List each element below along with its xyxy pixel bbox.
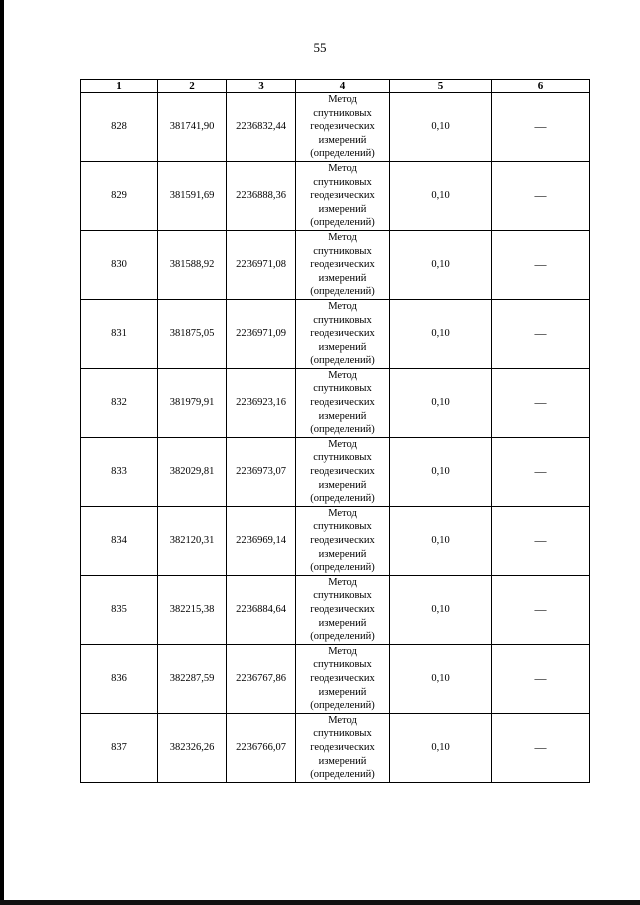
scan-bottom-edge [0, 900, 640, 905]
method-text-line: (определений) [310, 562, 375, 574]
column-header-1: 1 [81, 80, 158, 93]
method-text-line: измерений [318, 755, 367, 767]
method-text-line: (определений) [310, 424, 375, 436]
note-cell: — [492, 713, 590, 782]
method-text-line: (определений) [310, 631, 375, 643]
table-header-row [81, 80, 590, 93]
method-cell [296, 93, 390, 162]
x-coordinate-cell: 381979,91 [158, 368, 227, 437]
y-coordinate-cell: 2236973,07 [227, 437, 296, 506]
coordinates-table [80, 79, 590, 783]
table-row [81, 644, 590, 713]
method-text-line: (определений) [310, 217, 375, 229]
note-cell: — [492, 368, 590, 437]
point-number-cell: 833 [81, 437, 158, 506]
y-coordinate-cell: 2236923,16 [227, 368, 296, 437]
method-text-line: спутниковых [313, 107, 372, 119]
note-cell: — [492, 506, 590, 575]
method-text-line: Метод [328, 438, 357, 450]
method-text-line: спутниковых [313, 590, 372, 602]
method-cell [296, 713, 390, 782]
method-text-line: спутниковых [313, 728, 372, 740]
scan-left-edge [0, 0, 4, 905]
method-text-line: измерений [318, 410, 367, 422]
method-text-line: Метод [328, 300, 357, 312]
x-coordinate-cell: 382215,38 [158, 575, 227, 644]
method-text-line: спутниковых [313, 176, 372, 188]
table-row [81, 230, 590, 299]
x-coordinate-cell: 382029,81 [158, 437, 227, 506]
method-text-line: спутниковых [313, 659, 372, 671]
method-text-line: геодезических [310, 328, 375, 340]
accuracy-cell: 0,10 [390, 437, 492, 506]
method-text-line: спутниковых [313, 245, 372, 257]
method-text-line: спутниковых [313, 452, 372, 464]
method-text-line: геодезических [310, 190, 375, 202]
accuracy-cell: 0,10 [390, 230, 492, 299]
column-header-2: 2 [158, 80, 227, 93]
method-text-line: измерений [318, 686, 367, 698]
accuracy-cell: 0,10 [390, 93, 492, 162]
x-coordinate-cell: 382120,31 [158, 506, 227, 575]
method-text-line: Метод [328, 507, 357, 519]
point-number-cell: 835 [81, 575, 158, 644]
x-coordinate-cell: 382287,59 [158, 644, 227, 713]
accuracy-cell: 0,10 [390, 644, 492, 713]
accuracy-cell: 0,10 [390, 368, 492, 437]
y-coordinate-cell: 2236971,08 [227, 230, 296, 299]
method-text-line: Метод [328, 231, 357, 243]
y-coordinate-cell: 2236888,36 [227, 161, 296, 230]
method-cell [296, 506, 390, 575]
page-number: 55 [313, 40, 327, 55]
method-text-line: (определений) [310, 148, 375, 160]
x-coordinate-cell: 382326,26 [158, 713, 227, 782]
accuracy-cell: 0,10 [390, 161, 492, 230]
note-cell: — [492, 230, 590, 299]
note-cell: — [492, 93, 590, 162]
note-cell: — [492, 437, 590, 506]
table-row [81, 368, 590, 437]
column-header-6: 6 [492, 80, 590, 93]
method-text-line: измерений [318, 134, 367, 146]
method-text-line: (определений) [310, 700, 375, 712]
point-number-cell: 837 [81, 713, 158, 782]
method-text-line: спутниковых [313, 314, 372, 326]
table-row [81, 713, 590, 782]
method-cell [296, 437, 390, 506]
accuracy-cell: 0,10 [390, 713, 492, 782]
column-header-3: 3 [227, 80, 296, 93]
point-number-cell: 828 [81, 93, 158, 162]
y-coordinate-cell: 2236766,07 [227, 713, 296, 782]
accuracy-cell: 0,10 [390, 299, 492, 368]
table-body [81, 93, 590, 783]
method-text-line: спутниковых [313, 521, 372, 533]
method-text-line: (определений) [310, 769, 375, 781]
method-text-line: измерений [318, 341, 367, 353]
y-coordinate-cell: 2236971,09 [227, 299, 296, 368]
point-number-cell: 831 [81, 299, 158, 368]
column-header-4: 4 [296, 80, 390, 93]
accuracy-cell: 0,10 [390, 575, 492, 644]
point-number-cell: 836 [81, 644, 158, 713]
method-text-line: измерений [318, 479, 367, 491]
note-cell: — [492, 575, 590, 644]
y-coordinate-cell: 2236832,44 [227, 93, 296, 162]
method-text-line: (определений) [310, 286, 375, 298]
method-text-line: геодезических [310, 603, 375, 615]
table-row [81, 93, 590, 162]
method-cell [296, 299, 390, 368]
method-text-line: геодезических [310, 466, 375, 478]
method-text-line: геодезических [310, 535, 375, 546]
note-cell: — [492, 161, 590, 230]
table-row [81, 575, 590, 644]
method-text-line: Метод [328, 645, 357, 657]
method-text-line: Метод [328, 576, 357, 588]
method-text-line: (определений) [310, 355, 375, 367]
method-text-line: измерений [318, 203, 367, 215]
method-cell [296, 230, 390, 299]
method-text-line: измерений [318, 617, 367, 629]
method-cell [296, 161, 390, 230]
method-text-line: геодезических [310, 397, 375, 409]
method-text-line: Метод [328, 94, 357, 105]
y-coordinate-cell: 2236969,14 [227, 506, 296, 575]
method-text-line: измерений [318, 272, 367, 284]
x-coordinate-cell: 381741,90 [158, 93, 227, 162]
method-cell [296, 368, 390, 437]
method-text-line: геодезических [310, 741, 375, 753]
method-text-line: Метод [328, 369, 357, 381]
point-number-cell: 832 [81, 368, 158, 437]
table-row [81, 506, 590, 575]
method-text-line: измерений [318, 548, 367, 560]
x-coordinate-cell: 381875,05 [158, 299, 227, 368]
method-text-line: геодезических [310, 259, 375, 271]
method-text-line: спутниковых [313, 383, 372, 395]
point-number-cell: 834 [81, 506, 158, 575]
method-text-line: геодезических [310, 121, 375, 133]
table-row [81, 161, 590, 230]
method-text-line: геодезических [310, 672, 375, 684]
accuracy-cell: 0,10 [390, 506, 492, 575]
x-coordinate-cell: 381591,69 [158, 161, 227, 230]
method-cell [296, 575, 390, 644]
method-text-line: (определений) [310, 493, 375, 505]
note-cell: — [492, 644, 590, 713]
y-coordinate-cell: 2236884,64 [227, 575, 296, 644]
table-row [81, 299, 590, 368]
method-text-line: Метод [328, 162, 357, 174]
note-cell: — [492, 299, 590, 368]
x-coordinate-cell: 381588,92 [158, 230, 227, 299]
point-number-cell: 830 [81, 230, 158, 299]
method-text-line: Метод [328, 714, 357, 726]
table-row [81, 437, 590, 506]
y-coordinate-cell: 2236767,86 [227, 644, 296, 713]
column-header-5: 5 [390, 80, 492, 93]
method-cell [296, 644, 390, 713]
point-number-cell: 829 [81, 161, 158, 230]
